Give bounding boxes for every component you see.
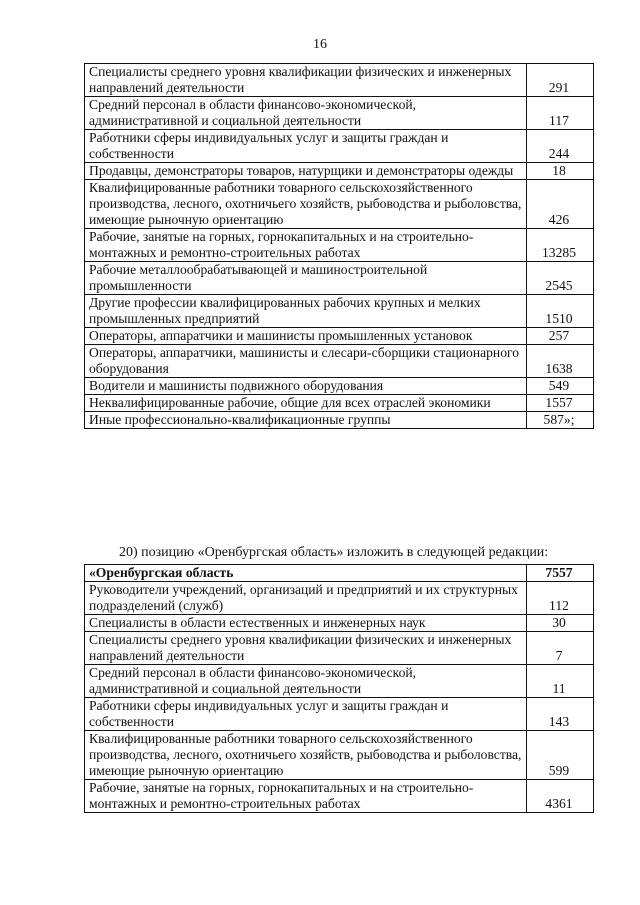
- row-label: Рабочие, занятые на горных, горнокапитальных и на строительно-монтажных и ремонтно-строительных работах: [85, 229, 527, 262]
- row-value: 1557: [527, 395, 594, 412]
- row-value: 244: [527, 130, 594, 163]
- row-label: Другие профессии квалифицированных рабочих крупных и мелких промышленных предприятий: [85, 295, 527, 328]
- row-value: 587»;: [527, 412, 594, 429]
- amendment-instruction: 20) позицию «Оренбургская область» изложить в следующей редакции:: [119, 545, 549, 560]
- row-value: 2545: [527, 262, 594, 295]
- table-row: [85, 378, 594, 395]
- table-row: [85, 64, 594, 97]
- row-value: 549: [527, 378, 594, 395]
- row-label: Работники сферы индивидуальных услуг и защиты граждан и собственности: [85, 698, 527, 731]
- table-row: [85, 345, 594, 378]
- table-row: [85, 632, 594, 665]
- row-label: Квалифицированные работники товарного сельскохозяйственного производства, лесного, охотничьего хозяйств, рыбоводства и рыболовства, имеющие рыночную ориентацию: [85, 731, 527, 780]
- page-number: 16: [313, 37, 327, 52]
- table-row: [85, 615, 594, 632]
- table-row: [85, 180, 594, 229]
- row-label: Средний персонал в области финансово-экономической, административной и социальной деятельности: [85, 97, 527, 130]
- table-row: [85, 412, 594, 429]
- row-label: Руководители учреждений, организаций и предприятий и их структурных подразделений (служб): [85, 582, 527, 615]
- table-row: [85, 97, 594, 130]
- row-label: Специалисты среднего уровня квалификации физических и инженерных направлений деятельности: [85, 632, 527, 665]
- table-row: [85, 780, 594, 813]
- row-label: Средний персонал в области финансово-экономической, административной и социальной деятельности: [85, 665, 527, 698]
- row-value: 426: [527, 180, 594, 229]
- table-row: [85, 328, 594, 345]
- row-label: Неквалифицированные рабочие, общие для всех отраслей экономики: [85, 395, 527, 412]
- row-value: 4361: [527, 780, 594, 813]
- row-value: 599: [527, 731, 594, 780]
- row-label: Операторы, аппаратчики, машинисты и слесари-сборщики стационарного оборудования: [85, 345, 527, 378]
- table-row: [85, 229, 594, 262]
- region-total: 7557: [527, 565, 594, 582]
- row-value: 7: [527, 632, 594, 665]
- row-label: Продавцы, демонстраторы товаров, натурщики и демонстраторы одежды: [85, 163, 527, 180]
- row-value: 291: [527, 64, 594, 97]
- row-value: 117: [527, 97, 594, 130]
- row-label: Рабочие металлообрабатывающей и машиностроительной промышленности: [85, 262, 527, 295]
- row-label: Иные профессионально-квалификационные группы: [85, 412, 527, 429]
- row-value: 1638: [527, 345, 594, 378]
- table-row: [85, 582, 594, 615]
- table-row: [85, 295, 594, 328]
- row-value: 1510: [527, 295, 594, 328]
- row-value: 112: [527, 582, 594, 615]
- table-row: [85, 130, 594, 163]
- row-value: 30: [527, 615, 594, 632]
- row-value: 143: [527, 698, 594, 731]
- table-row: [85, 665, 594, 698]
- row-label: Работники сферы индивидуальных услуг и защиты граждан и собственности: [85, 130, 527, 163]
- row-label: Специалисты в области естественных и инженерных наук: [85, 615, 527, 632]
- region-name: «Оренбургская область: [85, 565, 527, 582]
- row-value: 257: [527, 328, 594, 345]
- table-row: [85, 262, 594, 295]
- row-value: 13285: [527, 229, 594, 262]
- row-label: Специалисты среднего уровня квалификации физических и инженерных направлений деятельности: [85, 64, 527, 97]
- row-label: Водители и машинисты подвижного оборудования: [85, 378, 527, 395]
- orenburg-region-table: [84, 564, 594, 813]
- row-value: 18: [527, 163, 594, 180]
- occupation-table-continued: [84, 63, 594, 429]
- row-value: 11: [527, 665, 594, 698]
- table-row: [85, 731, 594, 780]
- row-label: Рабочие, занятые на горных, горнокапитальных и на строительно-монтажных и ремонтно-строительных работах: [85, 780, 527, 813]
- table-row: [85, 395, 594, 412]
- row-label: Операторы, аппаратчики и машинисты промышленных установок: [85, 328, 527, 345]
- region-header-row: [85, 565, 594, 582]
- table-row: [85, 163, 594, 180]
- table-row: [85, 698, 594, 731]
- row-label: Квалифицированные работники товарного сельскохозяйственного производства, лесного, охотничьего хозяйств, рыбоводства и рыболовства, имеющие рыночную ориентацию: [85, 180, 527, 229]
